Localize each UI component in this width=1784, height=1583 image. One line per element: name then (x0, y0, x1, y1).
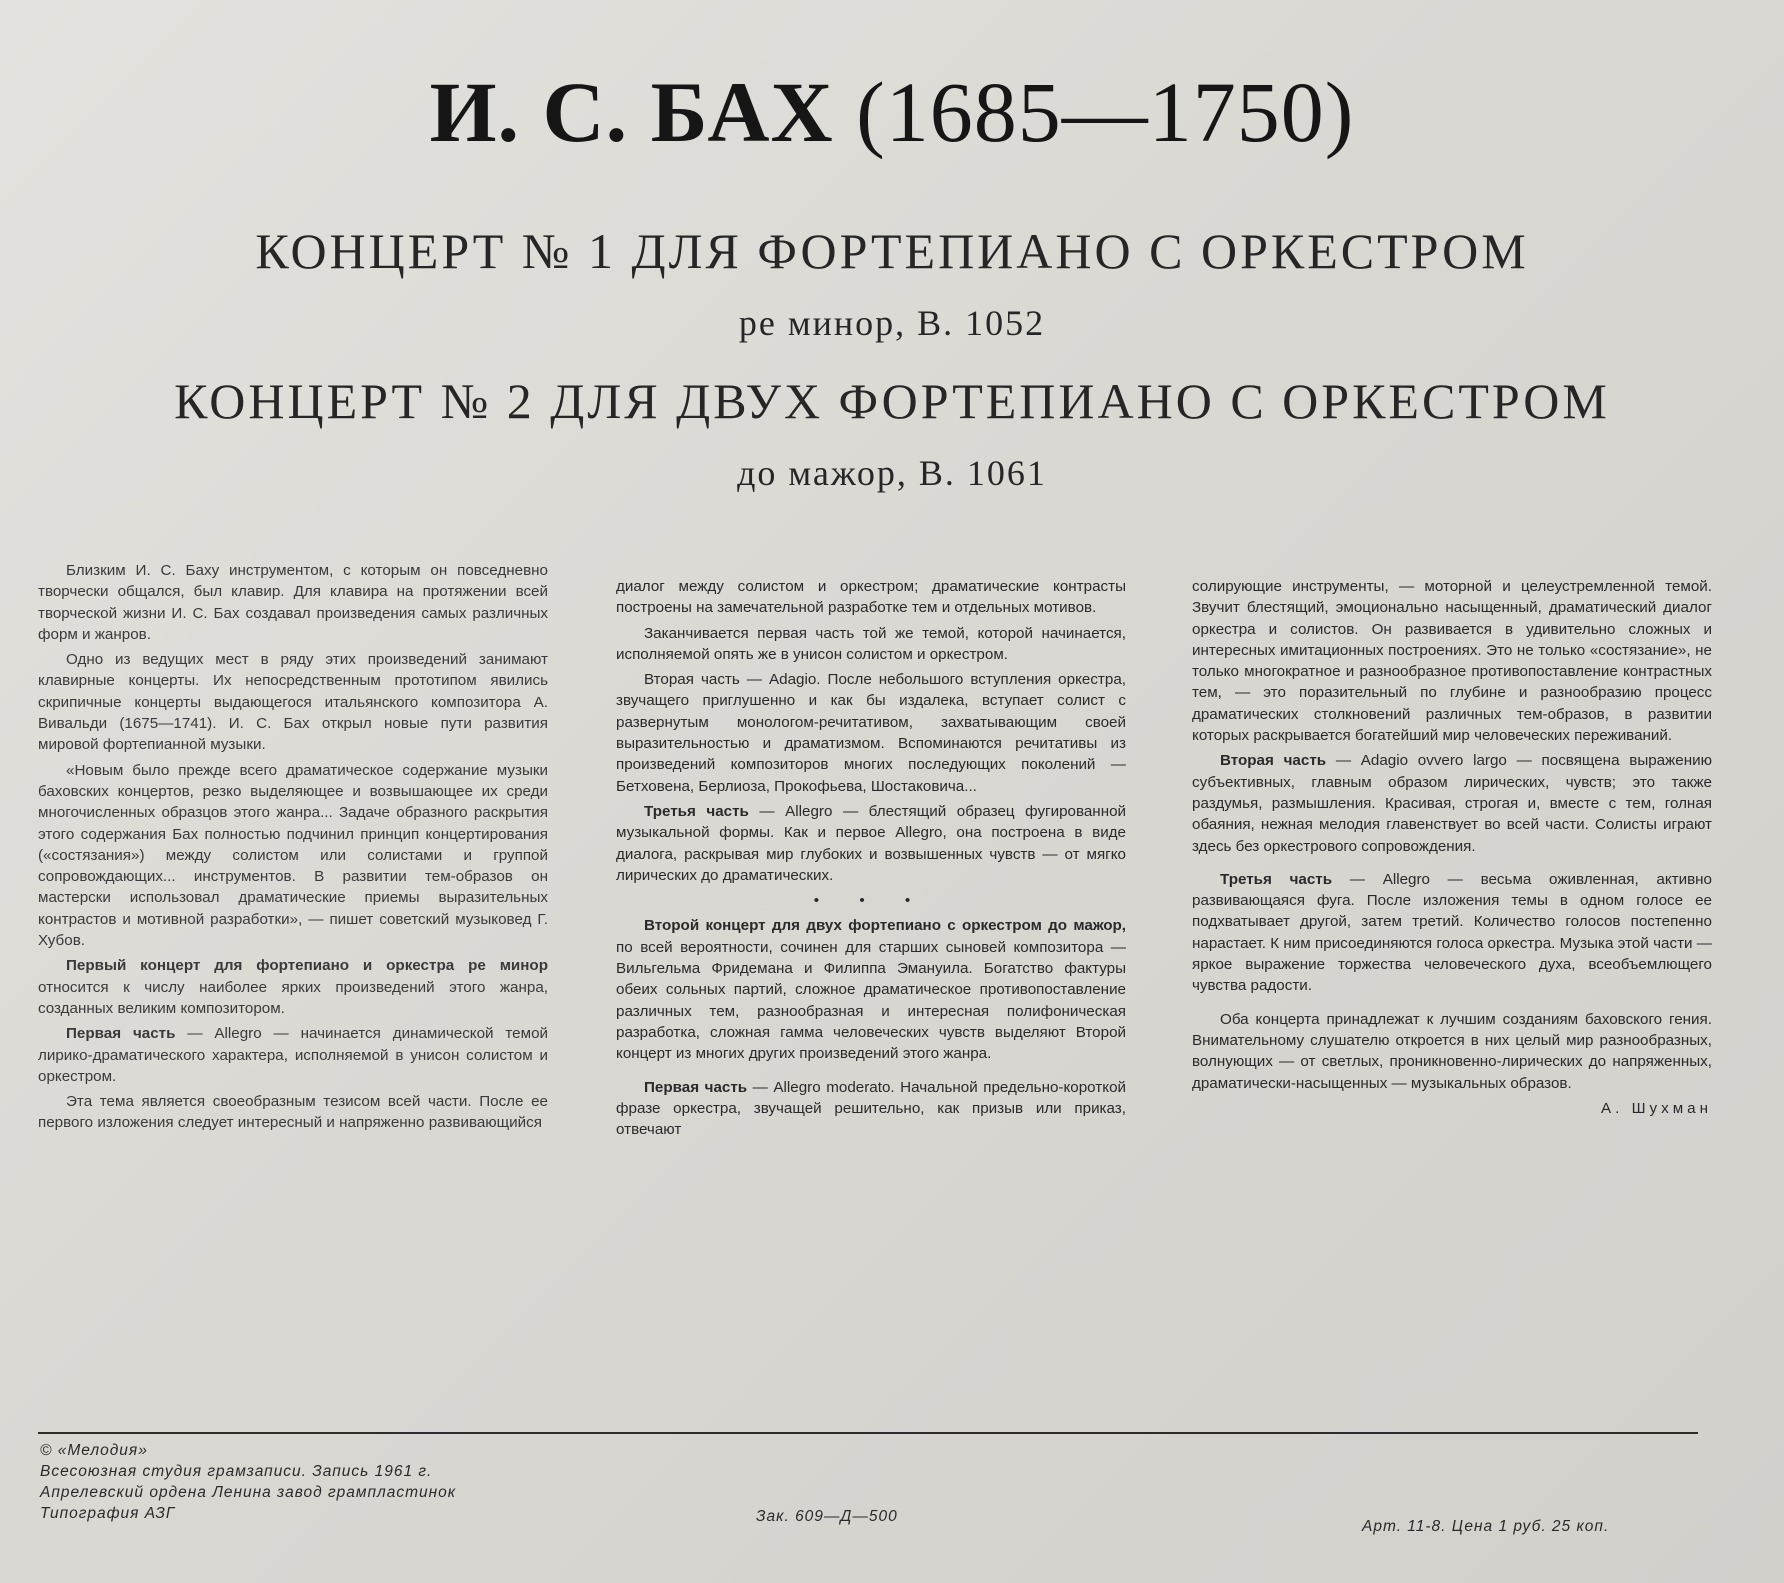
paragraph: Одно из ведущих мест в ряду этих произведений занимают клавирные концерты. Их непосредственным прототипом явились скрипичные концерты выдающегося итальянского композитора А. Вивальди (1675—1741). И. С. Бах открыл новые пути развития мировой фортепианной музыки. (38, 651, 548, 754)
paragraph-body: — Adagio ovvero largo — посвящена выражению субъективных, главным образом лирических, чувств; это также раздумья, размышления. Красивая, строгая и, вместе с тем, голная обаяния, нежная мелодия главенствует во всей части. Солисты играют здесь без оркестрового сопровождения. (1192, 752, 1712, 855)
paragraph: «Новым было прежде всего драматическое содержание музыки баховских концертов, резко выделяющее и возвышающее их среди многочисленных образцов этого жанра... Задаче образного раскрытия этого содержания Бах полностью подчинил принцип концертирования («состязания») между солистом или солистами и группой сопровождающих... инструментов. В развитии тем-образов он мастерски использовал драматические приемы выразительных контрастов и мотивной разработки», — пишет советский музыковед Г. Хубов. (38, 761, 548, 950)
paragraph-body: — Allegro moderato. Начальной предельно-короткой фразе оркестра, звучащей решительно, как призыв или приказ, отвечают (616, 1078, 1127, 1139)
paragraph (616, 1077, 1126, 1141)
composer-years: (1685—1750) (856, 64, 1355, 160)
paragraph (616, 801, 1126, 886)
paragraph-lead: Третья часть (644, 802, 749, 820)
imprint-line: Всесоюзная студия грамзаписи. Запись 1961 г. (40, 1463, 433, 1480)
paragraph: Близким И. С. Баху инструментом, с которым он повседневно творчески общался, был клавир. Для клавира на протяжении всей творческой жизни И. С. Бах создавал произведения самых различных форм и жанров. (38, 562, 548, 643)
paragraph: солирующие инструменты, — моторной и целеустремленной темой. Звучит блестящий, эмоционально насыщенный, драматический диалог оркестра и солистов. Он развивается в удивительно сложных и интересных имитационных построениях. Это не только «состязание», не только многократное и разнообразное противопоставление контрастных тем, — это поразительный по глубине и разнообразию процесс драматических столкновений различных тем-образов, в развитии которых раскрывается богатейший мир человеческих переживаний. (1192, 578, 1712, 745)
imprint-line: Типография АЗГ (40, 1505, 176, 1522)
text-column-3 (1192, 576, 1712, 1119)
paragraph: Вторая часть — Adagio. После небольшого вступления оркестра, звучащего приглушенно и как бы издалека, вступает солист с развернутым монологом-речитативом, захватывающим своей выразительностью и драматизмом. Вспоминаются речитативы из произведений композиторов многих последующих поколений — Бетховена, Берлиоза, Прокофьева, Шостаковича... (616, 671, 1126, 795)
author-signature: А. Шухман (1601, 1099, 1712, 1117)
publisher-imprint (40, 1440, 740, 1524)
paragraph: Эта тема является своеобразным тезисом всей части. После ее первого изложения следует интересный и напряженно развивающийся (38, 1093, 548, 1132)
composer-name: И. С. БАХ (429, 64, 834, 160)
text-column-2 (616, 576, 1126, 1140)
text-column-1 (38, 560, 548, 1134)
paragraph-lead: Первая часть (66, 1025, 176, 1043)
imprint-line: Апрелевский ордена Ленина завод грампластинок (40, 1484, 457, 1501)
paragraph (1192, 750, 1712, 856)
concert1-key: ре минор, В. 1052 (738, 303, 1046, 343)
paragraph (616, 915, 1126, 1064)
paragraph: Заканчивается первая часть той же темой, которой начинается, исполняемой опять же в унисон солистом и оркестром. (616, 624, 1126, 663)
paragraph-body: — Allegro — блестящий образец фугированной музыкальной формы. Как и первое Allegro, она построена в виде диалога, раскрывая мир глубоких и возвышенных чувств — от мягко лирических до драматических. (616, 802, 1127, 884)
paragraph: диалог между солистом и оркестром; драматические контрасты построены на замечательной разработке тем и отдельных мотивов. (616, 578, 1126, 617)
paragraph-body: относится к числу наиболее ярких произведений этого жанра, созданных великим композитором. (38, 978, 548, 1017)
paragraph-lead: Первая часть (644, 1078, 748, 1096)
concert1-title: КОНЦЕРТ № 1 ДЛЯ ФОРТЕПИАНО С ОРКЕСТРОМ (255, 223, 1529, 279)
footer-divider (38, 1432, 1698, 1434)
paragraph-body: — Allegro — начинается динамической темой лирико-драматического характера, исполняемой в унисон солистом и оркестром. (38, 1025, 548, 1085)
concert2-title: КОНЦЕРТ № 2 ДЛЯ ДВУХ ФОРТЕПИАНО С ОРКЕСТРОМ (174, 373, 1610, 429)
section-divider: • • • (813, 892, 929, 910)
paragraph-lead: Третья часть (1220, 870, 1333, 888)
paragraph-body: по всей вероятности, сочинен для старших сыновей композитора — Вильгельма Фридемана и Филиппа Эмануила. Богатство фактуры обеих сольных партий, сложное драматическое противопоставление различных тем, разнообразная и интересная полифоническая разработка, сложная гамма человеческих чувств выделяют Второй концерт из многих других произведений этого жанра. (616, 938, 1126, 1063)
paragraph-body: — Allegro — весьма оживленная, активно развивающаяся фуга. После изложения темы в одном голосе ее подхватывает другой, затем третий. Количество голосов постепенно нарастает. К ним присоединяются голоса оркестра. Музыка этой части — яркое выражение торжества человеческого духа, всеобъемлющего чувства радости. (1192, 870, 1712, 995)
paragraph (1192, 869, 1712, 997)
paragraph: Оба концерта принадлежат к лучшим созданиям баховского гения. Внимательному слушателю откроется в них целый мир разнообразных, волнующих — от светлых, проникновенно-лирических до напряженных, драматически-насыщенных — музыкальных образов. (1192, 1010, 1712, 1092)
paragraph (38, 955, 548, 1019)
order-number: Зак. 609—Д—500 (756, 1508, 898, 1525)
paragraph-lead: Вторая часть (1220, 752, 1327, 770)
paragraph-lead: Второй концерт для двух фортепиано с оркестром до мажор, (644, 917, 1126, 935)
price-label: Арт. 11-8. Цена 1 руб. 25 коп. (1362, 1518, 1610, 1535)
imprint-line: © «Мелодия» (40, 1442, 148, 1459)
paragraph-lead: Первый концерт для фортепиано и оркестра ре минор (66, 957, 548, 975)
paragraph (38, 1023, 548, 1087)
concert2-key: до мажор, В. 1061 (737, 453, 1047, 493)
page-title (0, 62, 1784, 162)
